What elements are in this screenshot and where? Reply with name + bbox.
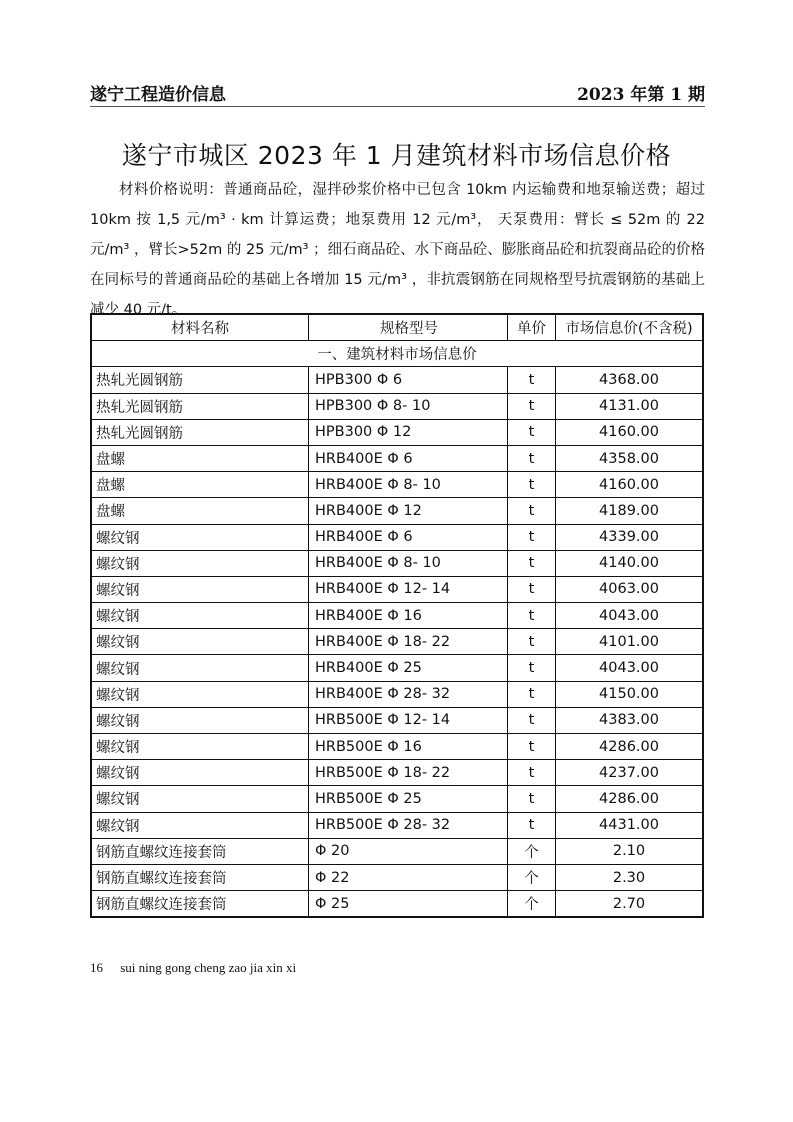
cell-unit: 个	[508, 864, 556, 890]
header-unit: 单价	[508, 314, 556, 341]
cell-specification: HRB400E Φ 6	[309, 524, 508, 550]
cell-material-name: 盘螺	[91, 472, 309, 498]
price-table	[90, 313, 704, 918]
cell-market-price: 4160.00	[556, 472, 704, 498]
cell-market-price: 4339.00	[556, 524, 704, 550]
cell-unit: t	[508, 734, 556, 760]
header-specification: 规格型号	[309, 314, 508, 341]
table-row	[91, 472, 703, 498]
cell-market-price: 4368.00	[556, 367, 704, 393]
cell-unit: t	[508, 419, 556, 445]
cell-market-price: 4383.00	[556, 707, 704, 733]
cell-specification: HRB400E Φ 25	[309, 655, 508, 681]
section-row	[91, 341, 703, 367]
cell-unit: t	[508, 524, 556, 550]
cell-market-price: 4431.00	[556, 812, 704, 838]
cell-market-price: 4131.00	[556, 393, 704, 419]
table-row	[91, 786, 703, 812]
cell-unit: t	[508, 550, 556, 576]
cell-specification: HRB400E Φ 18- 22	[309, 629, 508, 655]
cell-unit: t	[508, 786, 556, 812]
cell-market-price: 4237.00	[556, 760, 704, 786]
page-title: 遂宁市城区 2023 年 1 月建筑材料市场信息价格	[121, 141, 672, 170]
cell-material-name: 钢筋直螺纹连接套筒	[91, 864, 309, 890]
cell-material-name: 盘螺	[91, 445, 309, 471]
header-material-name: 材料名称	[91, 314, 309, 341]
cell-unit: t	[508, 367, 556, 393]
cell-specification: HRB400E Φ 12	[309, 498, 508, 524]
cell-unit: t	[508, 655, 556, 681]
table-row	[91, 734, 703, 760]
cell-material-name: 螺纹钢	[91, 603, 309, 629]
cell-material-name: 螺纹钢	[91, 734, 309, 760]
cell-market-price: 4358.00	[556, 445, 704, 471]
cell-material-name: 螺纹钢	[91, 655, 309, 681]
cell-unit: t	[508, 760, 556, 786]
table-row	[91, 655, 703, 681]
cell-unit: t	[508, 498, 556, 524]
description-text: 材料价格说明：普通商品砼，湿拌砂浆价格中已包含 10km 内运输费和地泵输送费；超过 10km 按 1,5 元/m³ · km 计算运费；地泵费用 12 元/m³， 天泵费用：臂长 ≤ 52m 的 22 元/m³ ，臂长>52m 的 25 元/m³ ；细石商品砼、水下商品砼、膨胀商品砼和抗裂商品砼的价格在同标号的普通商品砼的基础上各增加 15 元/m³ ，非抗震钢筋在同规格型号抗震钢筋的基础上减少 40 元/t。	[90, 182, 705, 318]
cell-unit: 个	[508, 838, 556, 864]
cell-specification: HRB500E Φ 28- 32	[309, 812, 508, 838]
table-row	[91, 629, 703, 655]
table-row	[91, 367, 703, 393]
cell-unit: t	[508, 681, 556, 707]
cell-specification: HPB300 Φ 8- 10	[309, 393, 508, 419]
cell-specification: HPB300 Φ 6	[309, 367, 508, 393]
cell-material-name: 螺纹钢	[91, 681, 309, 707]
cell-specification: Φ 22	[309, 864, 508, 890]
cell-material-name: 钢筋直螺纹连接套筒	[91, 891, 309, 918]
cell-unit: t	[508, 603, 556, 629]
table-row	[91, 760, 703, 786]
table-row	[91, 891, 703, 918]
issue-number: 2023 年第 1 期	[577, 85, 705, 105]
table-row	[91, 524, 703, 550]
cell-unit: t	[508, 812, 556, 838]
table-row	[91, 707, 703, 733]
cell-market-price: 4063.00	[556, 576, 704, 602]
cell-specification: HRB500E Φ 12- 14	[309, 707, 508, 733]
cell-unit: t	[508, 393, 556, 419]
table-row	[91, 864, 703, 890]
cell-specification: Φ 20	[309, 838, 508, 864]
cell-material-name: 螺纹钢	[91, 812, 309, 838]
table-header-row	[91, 314, 703, 341]
cell-unit: 个	[508, 891, 556, 918]
cell-material-name: 热轧光圆钢筋	[91, 367, 309, 393]
running-header	[90, 80, 705, 107]
cell-unit: t	[508, 576, 556, 602]
table-row	[91, 603, 703, 629]
cell-specification: Φ 25	[309, 891, 508, 918]
page-footer	[90, 960, 296, 976]
cell-market-price: 4140.00	[556, 550, 704, 576]
cell-market-price: 2.10	[556, 838, 704, 864]
cell-specification: HRB500E Φ 16	[309, 734, 508, 760]
cell-specification: HRB400E Φ 28- 32	[309, 681, 508, 707]
cell-market-price: 4286.00	[556, 786, 704, 812]
table-row	[91, 681, 703, 707]
table-row	[91, 838, 703, 864]
table-row	[91, 550, 703, 576]
cell-material-name: 热轧光圆钢筋	[91, 393, 309, 419]
cell-material-name: 热轧光圆钢筋	[91, 419, 309, 445]
cell-market-price: 4101.00	[556, 629, 704, 655]
table-row	[91, 419, 703, 445]
cell-material-name: 螺纹钢	[91, 760, 309, 786]
cell-material-name: 螺纹钢	[91, 707, 309, 733]
cell-unit: t	[508, 707, 556, 733]
cell-specification: HRB400E Φ 8- 10	[309, 550, 508, 576]
cell-specification: HRB400E Φ 8- 10	[309, 472, 508, 498]
price-description	[90, 175, 705, 325]
cell-specification: HRB500E Φ 25	[309, 786, 508, 812]
table-row	[91, 812, 703, 838]
cell-material-name: 钢筋直螺纹连接套筒	[91, 838, 309, 864]
section-title: 一、建筑材料市场信息价	[91, 341, 703, 367]
cell-market-price: 4189.00	[556, 498, 704, 524]
table-row	[91, 445, 703, 471]
cell-specification: HRB500E Φ 18- 22	[309, 760, 508, 786]
cell-specification: HRB400E Φ 16	[309, 603, 508, 629]
journal-name: 遂宁工程造价信息	[90, 85, 226, 105]
cell-market-price: 4160.00	[556, 419, 704, 445]
cell-market-price: 4150.00	[556, 681, 704, 707]
cell-material-name: 盘螺	[91, 498, 309, 524]
cell-specification: HRB400E Φ 12- 14	[309, 576, 508, 602]
footer-pinyin: sui ning gong cheng zao jia xin xi	[120, 960, 297, 975]
table-row	[91, 498, 703, 524]
cell-unit: t	[508, 445, 556, 471]
cell-unit: t	[508, 629, 556, 655]
cell-market-price: 2.70	[556, 891, 704, 918]
cell-material-name: 螺纹钢	[91, 786, 309, 812]
page-number: 16	[90, 960, 103, 975]
cell-market-price: 4043.00	[556, 655, 704, 681]
cell-material-name: 螺纹钢	[91, 576, 309, 602]
cell-market-price: 4286.00	[556, 734, 704, 760]
cell-unit: t	[508, 472, 556, 498]
cell-market-price: 4043.00	[556, 603, 704, 629]
cell-specification: HPB300 Φ 12	[309, 419, 508, 445]
table-row	[91, 393, 703, 419]
header-market-price: 市场信息价(不含税)	[556, 314, 704, 341]
cell-material-name: 螺纹钢	[91, 524, 309, 550]
cell-specification: HRB400E Φ 6	[309, 445, 508, 471]
cell-market-price: 2.30	[556, 864, 704, 890]
cell-material-name: 螺纹钢	[91, 629, 309, 655]
cell-material-name: 螺纹钢	[91, 550, 309, 576]
table-row	[91, 576, 703, 602]
